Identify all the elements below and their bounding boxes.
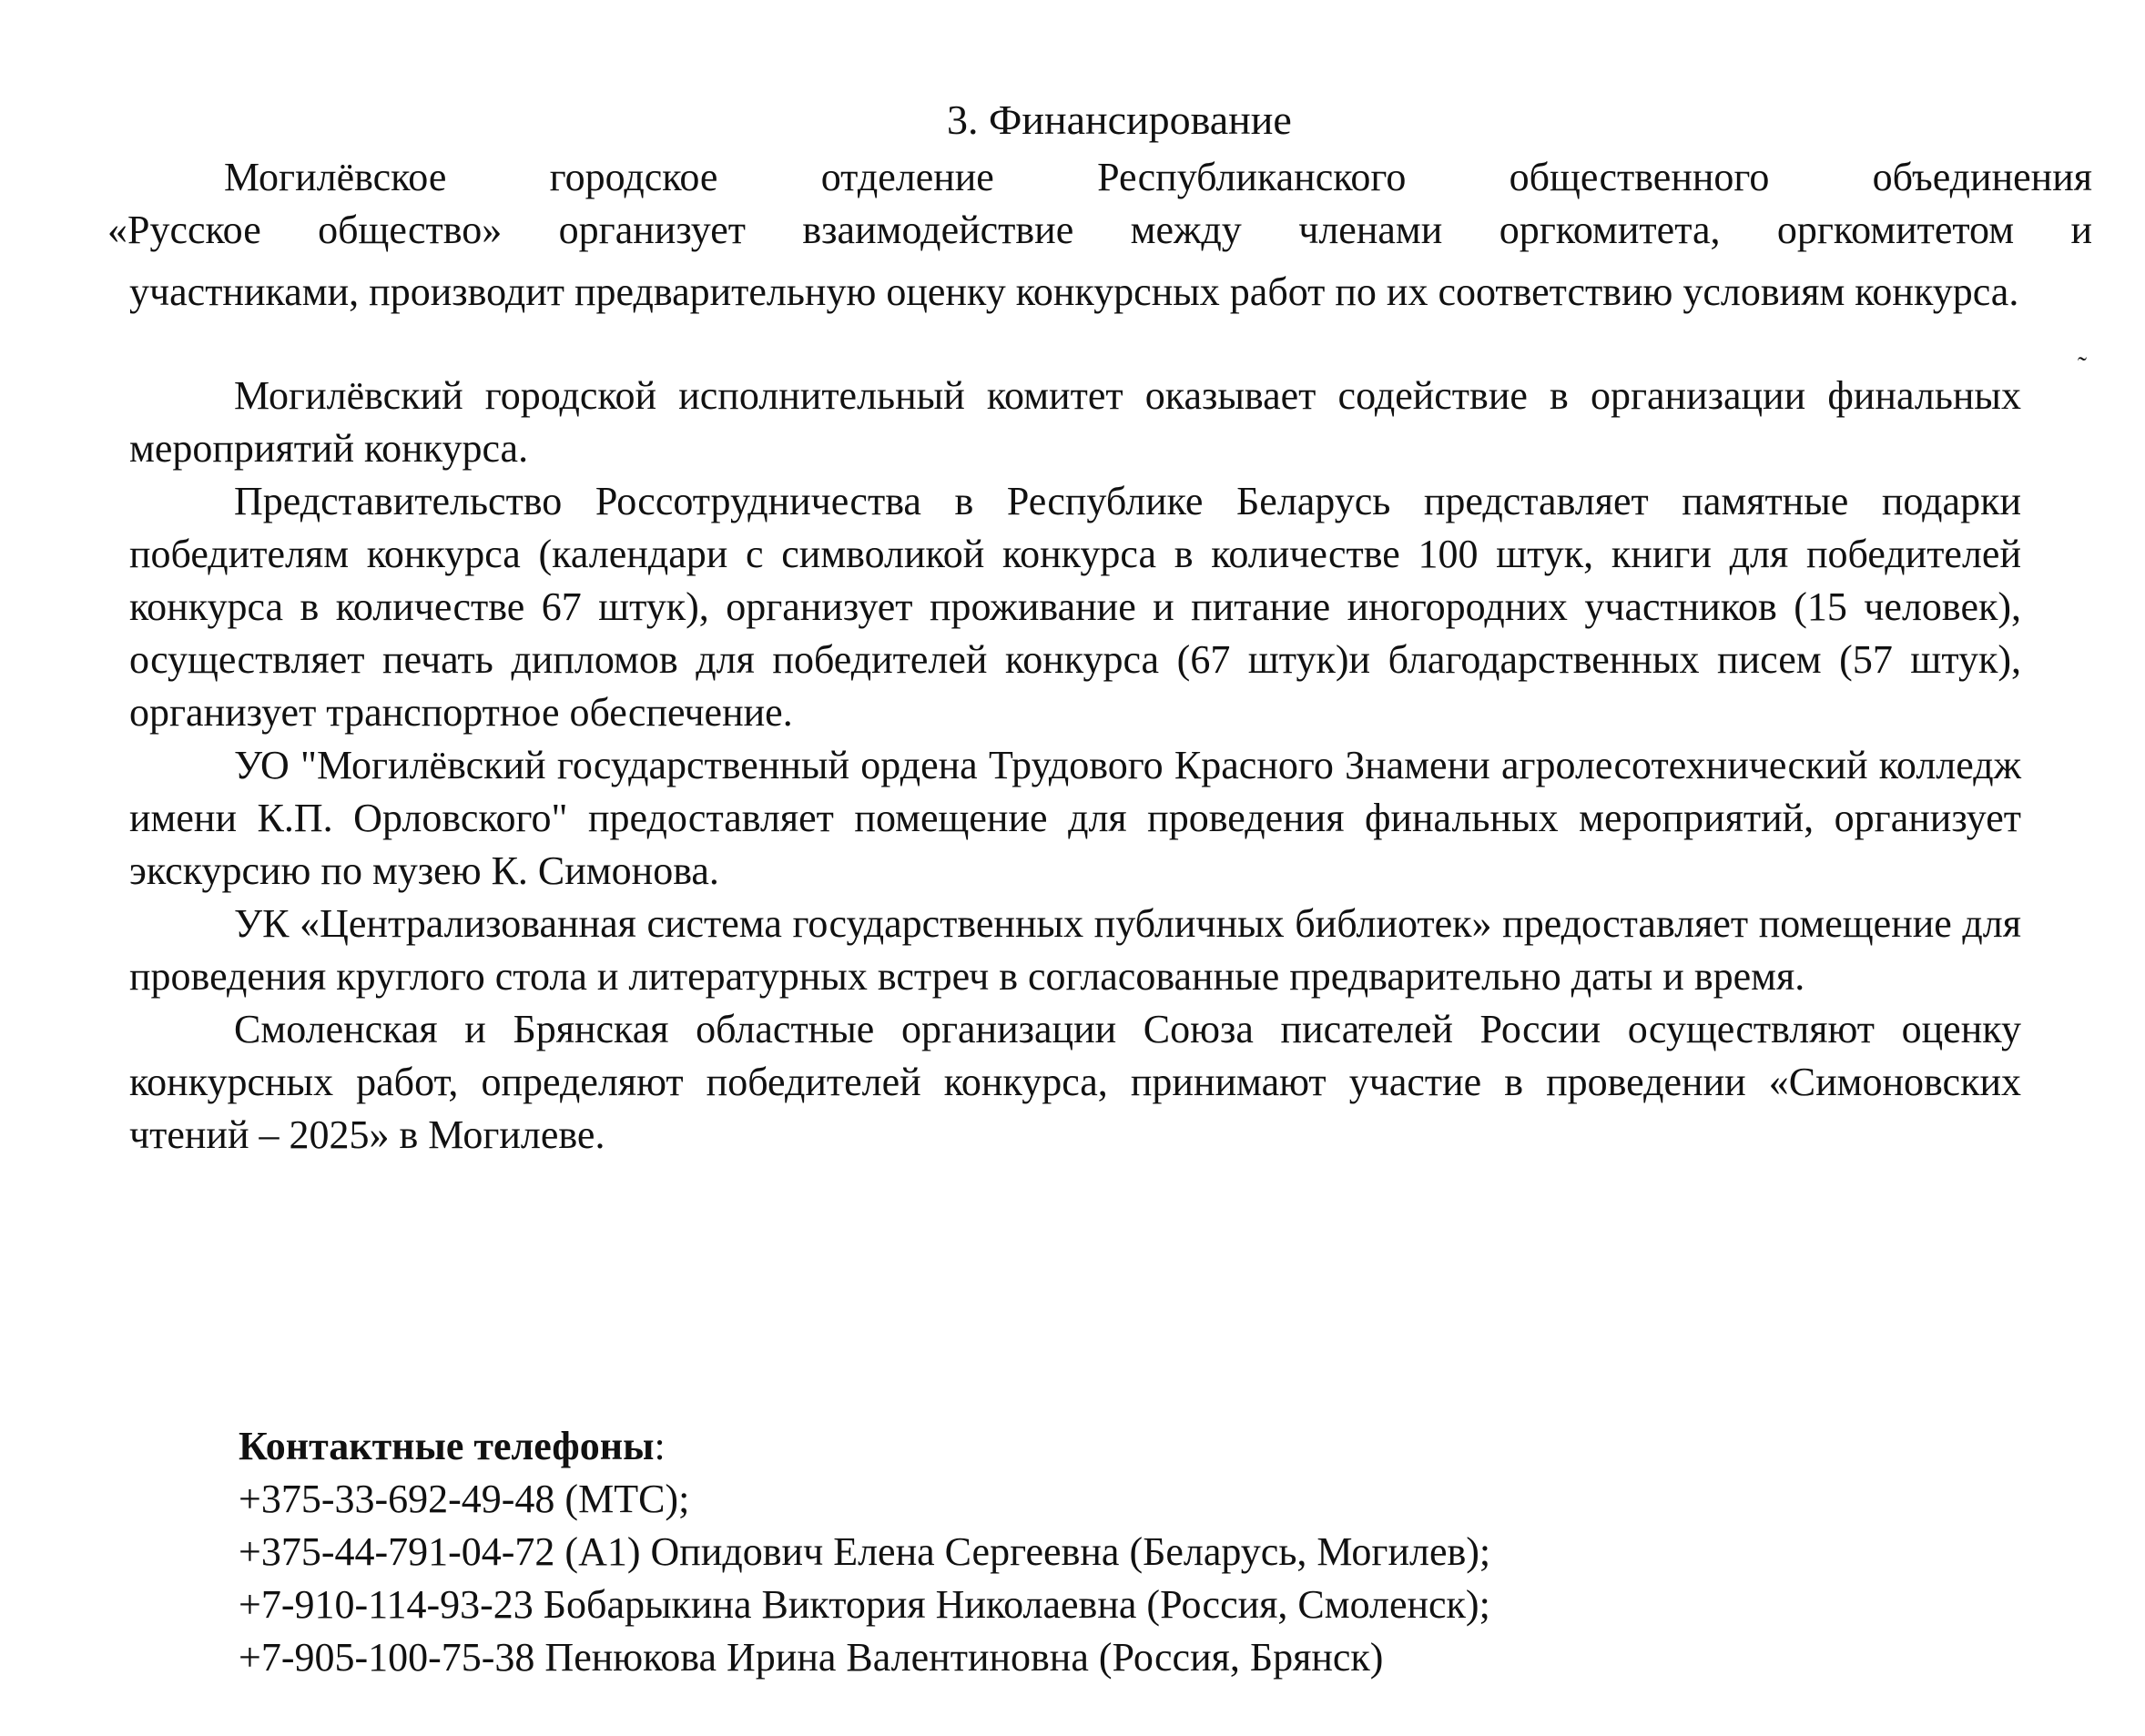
paragraph-4: УО "Могилёвский государственный ордена Трудового Красного Знамени агролесотехнический колледж имени К.П. Орловского" предоставляет помещение для проведения финальных мероприятий, организует экскурсию по музею К. Симонова. [129, 743, 2021, 893]
stray-mark: ˜ [2078, 351, 2087, 381]
contacts-title: Контактные телефоны [239, 1424, 655, 1468]
contact-line: +375-44-791-04-72 (А1) Опидович Елена Сергеевна (Беларусь, Могилев); [239, 1529, 1491, 1574]
paragraph-1-line-2: «Русское общество» организует взаимодействие между членами оргкомитета, оргкомитетом и [107, 208, 2092, 252]
paragraph-1-continuation-block [129, 266, 2021, 319]
paragraph-1-rest: участниками, производит предварительную оценку конкурсных работ по их соответствию условиям конкурса. [129, 269, 2019, 314]
paragraph-1-header-lines [107, 151, 2092, 257]
contact-line: +7-910-114-93-23 Бобарыкина Виктория Николаевна (Россия, Смоленск); [239, 1582, 1490, 1627]
body-paragraphs [129, 370, 2021, 1162]
paragraph-6: Смоленская и Брянская областные организации Союза писателей России осуществляют оценку конкурсных работ, определяют победителей конкурса, принимают участие в проведении «Симоновских чтений – 2025» в Могилеве. [129, 1007, 2021, 1157]
contacts-title-line [239, 1420, 1490, 1473]
paragraph-2: Могилёвский городской исполнительный комитет оказывает содействие в организации финальных мероприятий конкурса. [129, 373, 2021, 471]
paragraph-3: Представительство Россотрудничества в Республике Беларусь представляет памятные подарки победителям конкурса (календари с символикой конкурса в количестве 100 штук, книги для победителей конкурса в количестве 67 штук), организует проживание и питание иногородних участников (15 человек), осуществляет печать дипломов для победителей конкурса (67 штук)и благодарственных писем (57 штук), организует транспортное обеспечение. [129, 479, 2021, 735]
contacts-title-colon: : [654, 1424, 666, 1468]
contact-line: +7-905-100-75-38 Пенюкова Ирина Валентиновна (Россия, Брянск) [239, 1635, 1384, 1680]
section-heading: 3. Финансирование [947, 96, 1292, 143]
paragraph-5: УК «Централизованная система государственных публичных библиотек» предоставляет помещение для проведения круглого стола и литературных встреч в согласованные предварительно даты и время. [129, 901, 2021, 999]
paragraph-1-line-1: Могилёвское городское отделение Республиканского общественного объединения [224, 155, 2092, 199]
contacts-block [239, 1420, 1490, 1684]
contact-line: +375-33-692-49-48 (МТС); [239, 1477, 690, 1521]
